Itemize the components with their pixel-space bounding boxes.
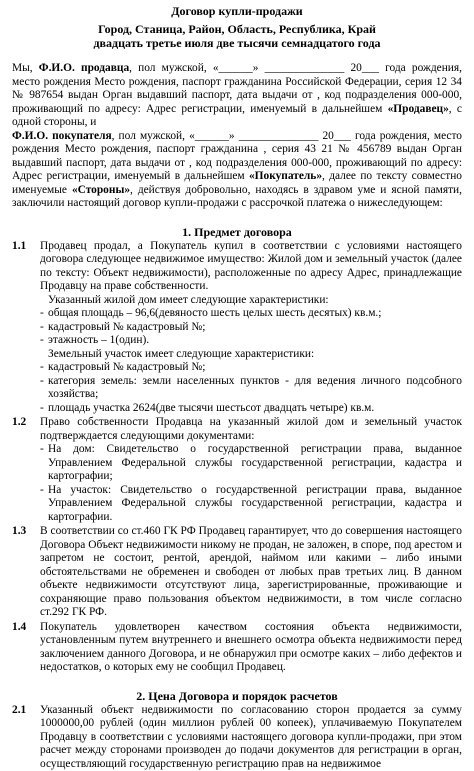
seller-role: «Продавец» — [388, 103, 449, 115]
clause-number: 1.2 — [12, 416, 40, 524]
house-item: - кадастровый № кадастровый №; — [40, 321, 462, 335]
buyer-name: Ф.И.О. покупателя — [12, 130, 112, 142]
seller-details: , пол мужской, «______» ______________ 20___ года рождения, место рождения Место рождения, паспорт гражданина Российской Федерации, серия 12 34 № 987654 выдан Орган выдавший паспорт, дата выдачи от , код подразделения 000-000, проживающий по адресу: Адрес регистрации, именуемый в дальнейшем — [12, 62, 462, 115]
house-heading: Указанный жилой дом имеет следующие характеристики: — [40, 294, 462, 308]
land-item: - кадастровый № кадастровый №; — [40, 361, 462, 375]
seller-name: Ф.И.О. продавца — [39, 62, 129, 74]
house-item: - этажность – 1(один). — [40, 334, 462, 348]
document-place: Город, Станица, Район, Область, Республика, Край — [12, 22, 462, 36]
parties-term: «Стороны» — [72, 184, 130, 196]
document-date: двадцать третье июля две тысячи семнадцатого года — [12, 36, 462, 50]
clause-text: Покупатель удовлетворен качеством состояния объекта недвижимости, установленным путем внутреннего и внешнего осмотра объекта недвижимости перед заключением данного Договора, и не обнаружил при осмотре каких – либо дефектов и недостатков, о которых ему не сообщил Продавец. — [40, 621, 462, 675]
seller-tail: , с одной стороны, и — [12, 103, 462, 129]
clause-text: Указанный объект недвижимости по согласованию сторон продается за сумму 1000000,00 рублей (один миллион рублей 00 копеек), уплачиваемую Покупателем Продавцу в соответствии с условиями настоящего договора купли-продажи, при этом расчет между сторонами производен до подачи документов для регистрации в орган, осуществляющий государственную регистрацию прав на недвижимое — [40, 704, 462, 771]
buyer-role: «Покупатель» — [249, 170, 322, 182]
clause-1-4 — [12, 621, 462, 675]
clause-text: Продавец продал, а Покупатель купил в соответствии с условиями настоящего договора следующее недвижимое имущество: Жилой дом и земельный участок (далее по тексту: Объект недвижимости), расположенные по адресу Адрес, принадлежащие Продавцу на праве собственности. — [40, 240, 462, 294]
clause-1-3 — [12, 525, 462, 620]
land-heading: Земельный участок имеет следующие характеристики: — [40, 348, 462, 362]
buyer-details: , пол мужской, «______» ______________ 20___ года рождения, место рождения Место рождения, паспорт гражданина , серия 43 21 № 456789 выдан Орган выдавший паспорт, дата выдачи от , код подразделения 000-000, проживающий по адресу: Адрес регистрации, именуемый в дальнейшем — [12, 130, 462, 183]
clause-2-1 — [12, 704, 462, 771]
buyer-mid: , далее по тексту совместно именуемые — [12, 170, 462, 196]
clause-1-2 — [12, 416, 462, 524]
buyer-paragraph — [12, 130, 462, 211]
clause-number: 2.1 — [12, 704, 40, 771]
buyer-tail: , действуя добровольно, находясь в здравом уме и ясной памяти, заключили настоящий договор купли-продажи с рассрочкой платежа о нижеследующем: — [12, 184, 462, 210]
house-item: - общая площадь – 96,6(девяносто шесть целых шесть десятых) кв.м.; — [40, 307, 462, 321]
section-2-title: 2. Цена Договора и порядок расчетов — [12, 689, 462, 703]
clause-text: В соответствии со ст.460 ГК РФ Продавец гарантирует, что до совершения настоящего Договора Объект недвижимости никому не продан, не заложен, в споре, под арестом и запретом не состоит, рентой, арендой, наймом или какими – либо иными обстоятельствами не обременен и свободен от любых прав третьих лиц. В данном объекте недвижимости отсутствуют лица, зарегистрированные, проживающие и сохраняющие право пользования объектом недвижимости, в том числе согласно ст.292 ГК РФ. — [40, 525, 462, 620]
clause-number: 1.1 — [12, 240, 40, 416]
clause-text: Право собственности Продавца на указанный жилой дом и земельный участок подтверждается следующими документами: — [40, 416, 462, 443]
ownership-document: - На дом: Свидетельство о государственной регистрации права, выданное Управлением Федеральной службы государственной регистрации, кадастра и картографии; — [40, 443, 462, 484]
preamble — [12, 62, 462, 211]
clause-1-1 — [12, 240, 462, 416]
intro-we: Мы, — [12, 62, 39, 74]
ownership-document: - На участок: Свидетельство о государственной регистрации права, выданное Управлением Федеральной службы государственной регистрации, кадастра и картографии. — [40, 484, 462, 525]
clause-number: 1.3 — [12, 525, 40, 620]
land-item: - площадь участка 2624(две тысячи шестьсот двадцать четыре) кв.м. — [40, 402, 462, 416]
seller-paragraph — [12, 62, 462, 130]
land-item: - категория земель: земли населенных пунктов - для ведения личного подсобного хозяйства; — [40, 375, 462, 402]
clause-number: 1.4 — [12, 621, 40, 675]
document-title: Договор купли-продажи — [12, 4, 462, 18]
section-1-title: 1. Предмет договора — [12, 225, 462, 239]
